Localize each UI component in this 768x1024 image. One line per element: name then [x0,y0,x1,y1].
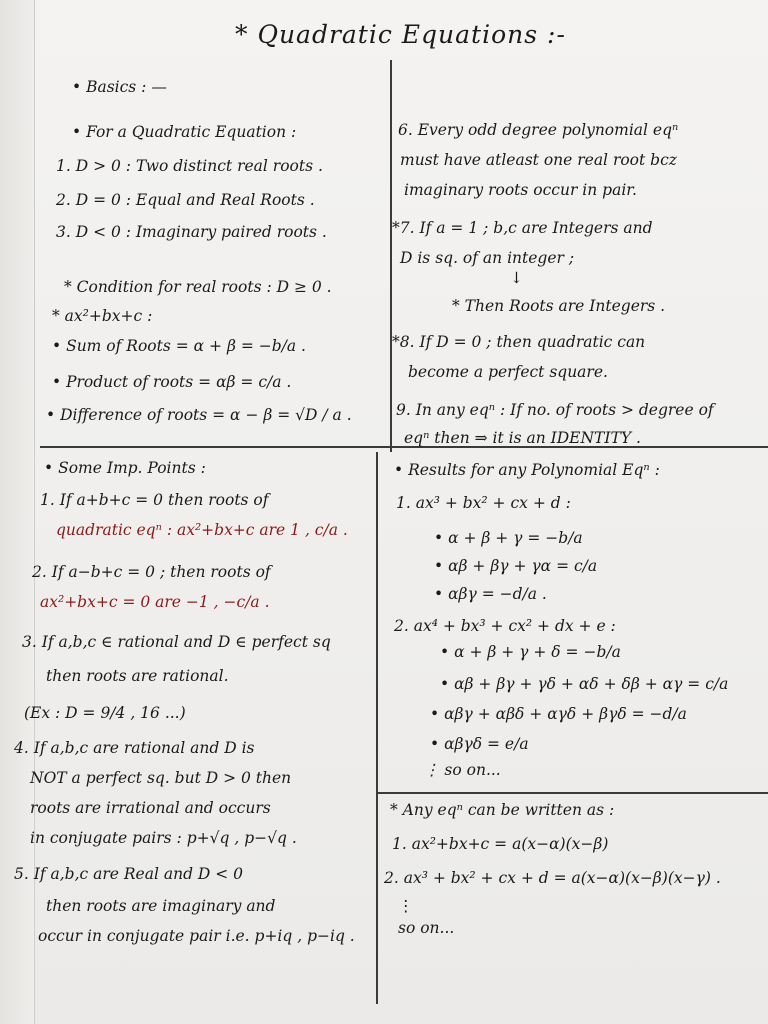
point-4-line-1: 4. If a,b,c are rational and D is [14,739,255,757]
point-4-line-2: NOT a perfect sq. but D > 0 then [30,769,292,787]
quartic-product: • αβγδ = e/a [430,735,529,753]
point-2-line-1: 2. If a−b+c = 0 ; then roots of [32,563,271,581]
sum-of-roots: • Sum of Roots = α + β = −b/a . [52,337,306,355]
point-9-line-2: eqⁿ then ⇒ it is an IDENTITY . [404,429,641,447]
center-divider-bottom [376,452,378,1004]
arrow-down: ↓ [510,269,523,287]
basics-heading: • Basics : — [72,78,167,96]
quadratic-equation-heading: • For a Quadratic Equation : [72,123,297,141]
point-7-conclusion: * Then Roots are Integers . [452,297,666,315]
quadratic-factored: 1. ax²+bx+c = a(x−α)(x−β) [392,835,609,853]
any-equation-heading: * Any eqⁿ can be written as : [390,801,615,819]
point-9-line-1: 9. In any eqⁿ : If no. of roots > degree of [396,401,714,419]
cubic-equation: 1. ax³ + bx² + cx + d : [396,494,571,512]
product-of-roots: • Product of roots = αβ = c/a . [52,373,292,391]
discriminant-negative: 3. D < 0 : Imaginary paired roots . [56,223,327,241]
cubic-sum: • α + β + γ = −b/a [434,529,583,547]
point-5-line-3: occur in conjugate pair i.e. p+iq , p−iq . [38,927,355,945]
point-8-line-1: *8. If D = 0 ; then quadratic can [392,333,646,351]
point-5-line-1: 5. If a,b,c are Real and D < 0 [14,865,244,883]
point-3-example: (Ex : D = 9/4 , 16 ...) [24,704,186,722]
point-5-line-2: then roots are imaginary and [46,897,276,915]
vertical-ellipsis: ⋮ [398,897,414,915]
cubic-pair-sum: • αβ + βγ + γα = c/a [434,557,598,575]
point-6-line-2: must have atleast one real root bcz [400,151,677,169]
point-6-line-3: imaginary roots occur in pair. [404,181,637,199]
difference-of-roots: • Difference of roots = α − β = √D / a . [46,406,352,424]
quartic-pair-sum: • αβ + βγ + γδ + αδ + δβ + αγ = c/a [440,675,729,693]
quartic-triple-sum: • αβγ + αβδ + αγδ + βγδ = −d/a [430,705,687,723]
center-divider-top [390,60,392,452]
cubic-product: • αβγ = −d/a . [434,585,547,603]
so-on-polynomial: ⋮ so on... [424,761,501,779]
point-3-line-2: then roots are rational. [46,667,229,685]
quartic-equation: 2. ax⁴ + bx³ + cx² + dx + e : [394,617,616,635]
horizontal-divider-right [378,792,768,794]
point-1-line-1: 1. If a+b+c = 0 then roots of [40,491,269,509]
point-4-line-4: in conjugate pairs : p+√q , p−√q . [30,829,297,847]
condition-real-roots: * Condition for real roots : D ≥ 0 . [64,278,332,296]
page-title: * Quadratic Equations :- [235,20,566,49]
general-quadratic: * ax²+bx+c : [52,307,153,325]
point-4-line-3: roots are irrational and occurs [30,799,271,817]
point-3-line-1: 3. If a,b,c ∈ rational and D ∈ perfect sq [22,633,331,651]
so-on-factored: so on... [398,919,455,937]
point-7-line-1: *7. If a = 1 ; b,c are Integers and [392,219,653,237]
discriminant-positive: 1. D > 0 : Two distinct real roots . [56,157,323,175]
polynomial-results-heading: • Results for any Polynomial Eqⁿ : [394,461,660,479]
cubic-factored: 2. ax³ + bx² + cx + d = a(x−α)(x−β)(x−γ) . [384,869,721,887]
important-points-heading: • Some Imp. Points : [44,459,206,477]
point-8-line-2: become a perfect square. [408,363,608,381]
discriminant-zero: 2. D = 0 : Equal and Real Roots . [56,191,315,209]
point-2-line-2: ax²+bx+c = 0 are −1 , −c/a . [40,593,270,611]
point-6-line-1: 6. Every odd degree polynomial eqⁿ [398,121,679,139]
point-1-line-2: quadratic eqⁿ : ax²+bx+c are 1 , c/a . [56,521,348,539]
quartic-sum: • α + β + γ + δ = −b/a [440,643,621,661]
point-7-line-2: D is sq. of an integer ; [400,249,575,267]
